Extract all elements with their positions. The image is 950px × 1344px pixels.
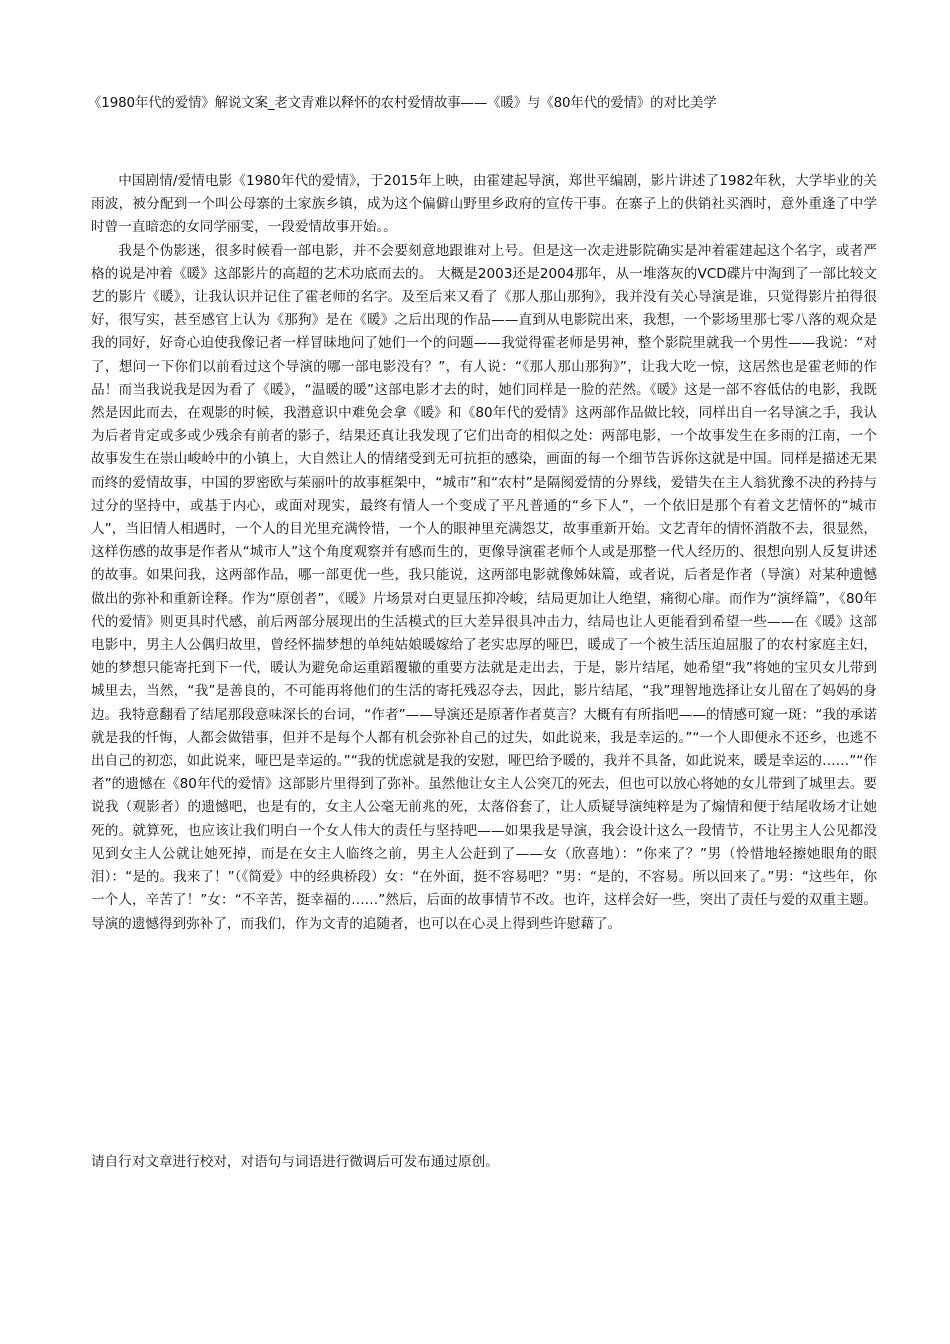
article-body <box>91 170 877 936</box>
footer-note: 请自行对文章进行校对，对语句与词语进行微调后可发布通过原创。 <box>91 1154 499 1170</box>
paragraph-intro: 中国剧情/爱情电影《1980年代的爱情》，于2015年上映，由霍建起导演，郑世平编剧，影片讲述了1982年秋，大学毕业的关雨波，被分配到一个叫公母寨的土家族乡镇，成为这个偏僻山野里乡政府的宣传干事。在寨子上的供销社买酒时，意外重逢了中学时曾一直暗恋的女同学丽雯，一段爱情故事开始。。 <box>91 173 877 236</box>
paragraph-review: 我是个伪影迷，很多时候看一部电影，并不会要刻意地跟谁对上号。但是这一次走进影院确实是冲着霍建起这个名字，或者严格的说是冲着《暖》这部影片的高超的艺术功底而去的。 大概是2003还是2004那年，从一堆落灰的VCD碟片中淘到了一部比较文艺的影片《暖》，让我认识并记住了霍老师的名字。及至后来又看了《那人那山那狗》，我并没有关心导演是谁，只觉得影片拍得很好，很写实，甚至感官上认为《那狗》是在《暖》之后出现的作品——直到从电影院出来，我想，一个影场里那七零八落的观众是我的同好，好奇心迫使我像记者一样冒昧地问了她们一个的问题——我觉得霍老师是男神，整个影院里就我一个男性——我说：“对了，想问一下你们以前看过这个导演的哪一部电影没有？”，有人说：“《那人那山那狗》”，让我大吃一惊，这居然也是霍老师的作品！而当我说我是因为看了《暖》，“温暖的暖”这部电影才去的时，她们同样是一脸的茫然。《暖》这是一部不容低估的电影，我既然是因此而去，在观影的时候，我潜意识中难免会拿《暖》和《80年代的爱情》这两部作品做比较，同样出自一名导演之手，我认为后者肯定或多或少残余有前者的影子，结果还真让我发现了它们出奇的相似之处：两部电影，一个故事发生在多雨的江南，一个故事发生在崇山峻岭中的小镇上，大自然让人的情绪受到无可抗拒的感染，画面的每一个细节告诉你这就是中国。同样是描述无果而终的爱情故事，中国的罗密欧与茱丽叶的故事框架中，“城市”和“农村”是隔阂爱情的分界线，爱错失在主人翁犹豫不决的矜持与过分的坚持中，或基于内心，或面对现实，最终有情人一个变成了平凡普通的“乡下人”，一个依旧是那个有着文艺情怀的“城市人”，当旧情人相遇时，一个人的目光里充满怜惜，一个人的眼神里充满怨艾，故事重新开始。文艺青年的情怀消散不去，很显然，这样伤感的故事是作者从“城市人”这个角度观察并有感而生的，更像导演霍老师个人或是那整一代人经历的、很想向别人反复讲述的故事。如果问我，这两部作品，哪一部更优一些，我只能说，这两部电影就像姊妹篇，或者说，后者是作者（导演）对某种遗憾做出的弥补和重新诠释。作为“原创者”，《暖》片场景对白更显压抑冷峻，结局更加让人绝望，痛彻心扉。而作为“演绎篇”，《80年代的爱情》则更具时代感，前后两部分展现出的生活模式的巨大差异很具冲击力，结局也让人更能看到希望一些——在《暖》这部电影中，男主人公偶归故里，曾经怀揣梦想的单纯姑娘暖嫁给了老实忠厚的哑巴，暖成了一个被生活压迫屈服了的农村家庭主妇，她的梦想只能寄托到下一代，暖认为避免命运重蹈覆辙的重要方法就是走出去，于是，影片结尾，她希望“我”将她的宝贝女儿带到城里去，当然，“我”是善良的，不可能再将他们的生活的寄托残忍夺去，因此，影片结尾，“我”理智地选择让女儿留在了妈妈的身边。我特意翻看了结尾那段意味深长的台词，“作者”——导演还是原著作者莫言？大概有有所指吧——的情感可窥一斑：“我的承诺就是我的忏悔，人都会做错事，但并不是每个人都有机会弥补自己的过失，如此说来，我是幸运的。”“一个人即便永不还乡，也逃不出自己的初恋，如此说来，哑巴是幸运的。”“我的忧虑就是我的安慰，哑巴给予暖的，我并不具备，如此说来，暖是幸运的……”“作者”的遗憾在《80年代的爱情》这部影片里得到了弥补。虽然他让女主人公突兀的死去，但也可以放心将她的女儿带到了城里去。要说我（观影者）的遗憾吧，也是有的，女主人公毫无前兆的死，太落俗套了，让人质疑导演纯粹是为了煽情和便于结尾收场才让她死的。就算死，也应该让我们明白一个女人伟大的责任与坚持吧——如果我是导演，我会设计这么一段情节，不让男主人公见都没见到女主人公就让她死掉，而是在女主人临终之前，男主人公赶到了——女（欣喜地）：“你来了？”男（怜惜地轻擦她眼角的眼泪）：“是的。我来了！”（《简爱》中的经典桥段）女：“在外面，挺不容易吧？”男：“是的，不容易。所以回来了。”男：“这些年，你一个人，辛苦了！”女：“不辛苦，挺幸福的……”然后，后面的故事情节不改。也许，这样会好一些，突出了责任与爱的双重主题。导演的遗憾得到弥补了，而我们，作为文青的追随者，也可以在心灵上得到些许慰藉了。 <box>91 242 877 932</box>
document-title: 《1980年代的爱情》解说文案_老文青难以释怀的农村爱情故事——《暖》与《80年代的爱情》的对比美学 <box>88 96 717 111</box>
